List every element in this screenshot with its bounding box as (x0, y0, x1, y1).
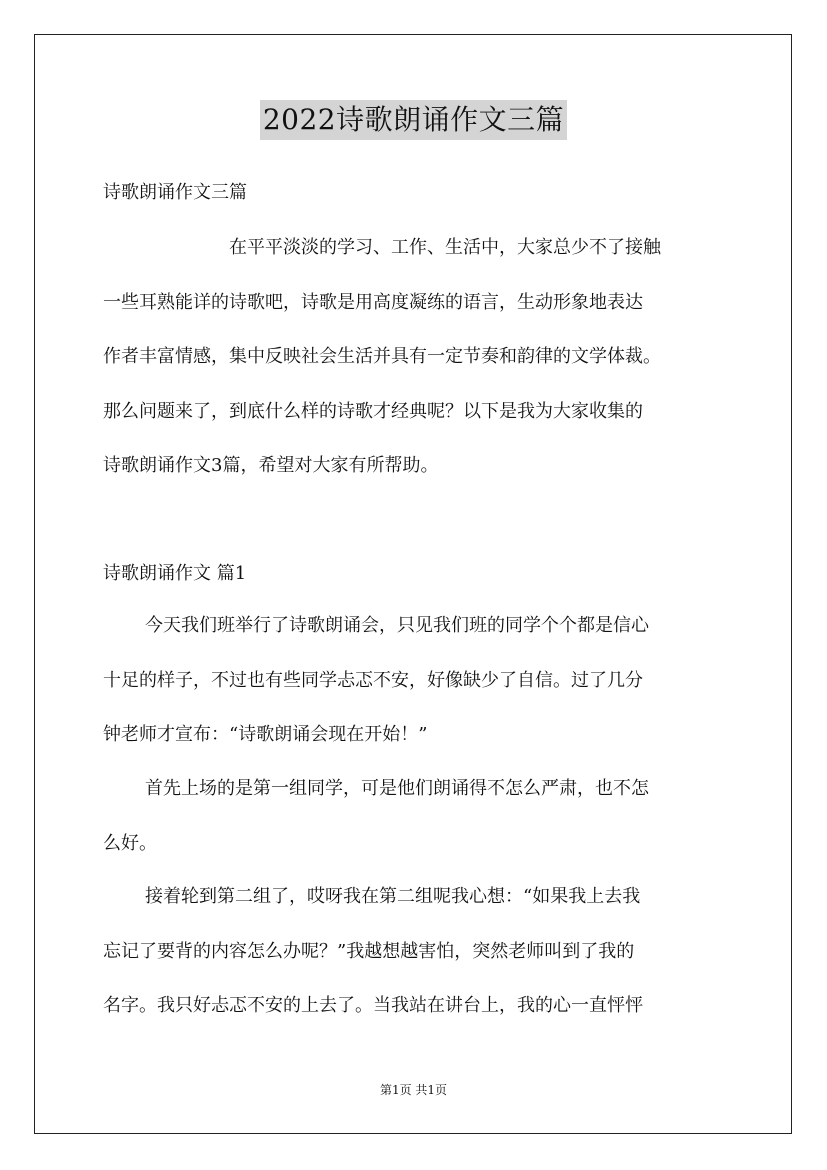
body-paragraph (103, 762, 731, 871)
paragraph-line: 十足的样子，不过也有些同学忐忑不安，好像缺少了自信。过了几分 (103, 669, 643, 691)
title-container (0, 100, 827, 140)
page-footer: 第1页 共1页 (379, 1083, 448, 1097)
body-paragraph (103, 599, 731, 763)
paragraph-line: 接着轮到第二组了，哎呀我在第二组呢我心想：“如果我上去我 (145, 886, 641, 907)
paragraph-line: 么好。 (103, 832, 157, 854)
body-paragraph (103, 870, 731, 1034)
paragraph-line: 忘记了要背的内容怎么办呢？”我越想越害怕，突然老师叫到了我的 (103, 940, 635, 962)
paragraph-line: 名字。我只好忐忑不安的上去了。当我站在讲台上，我的心一直怦怦 (103, 995, 643, 1016)
intro-line: 那么问题来了，到底什么样的诗歌才经典呢？以下是我为大家收集的 (103, 400, 643, 422)
intro-line: 在平平淡淡的学习、工作、生活中，大家总少不了接触 (229, 237, 661, 258)
paragraph-line: 今天我们班举行了诗歌朗诵会，只见我们班的同学个个都是信心 (145, 615, 649, 636)
intro-line: 作者丰富情感，集中反映社会生活并具有一定节奏和韵律的文学体裁。 (103, 346, 661, 367)
section-heading: 诗歌朗诵作文 篇1 (103, 563, 247, 584)
intro-heading: 诗歌朗诵作文三篇 (103, 182, 247, 203)
paragraph-line: 钟老师才宣布：“诗歌朗诵会现在开始！” (103, 724, 428, 745)
intro-line: 一些耳熟能详的诗歌吧，诗歌是用高度凝练的语言，生动形象地表达 (103, 291, 643, 313)
paragraph-line: 首先上场的是第一组同学，可是他们朗诵得不怎么严肃，也不怎 (145, 778, 649, 799)
document-title: 2022诗歌朗诵作文三篇 (260, 100, 567, 140)
intro-line: 诗歌朗诵作文3篇，希望对大家有所帮助。 (103, 455, 439, 476)
intro-paragraph (103, 221, 731, 494)
